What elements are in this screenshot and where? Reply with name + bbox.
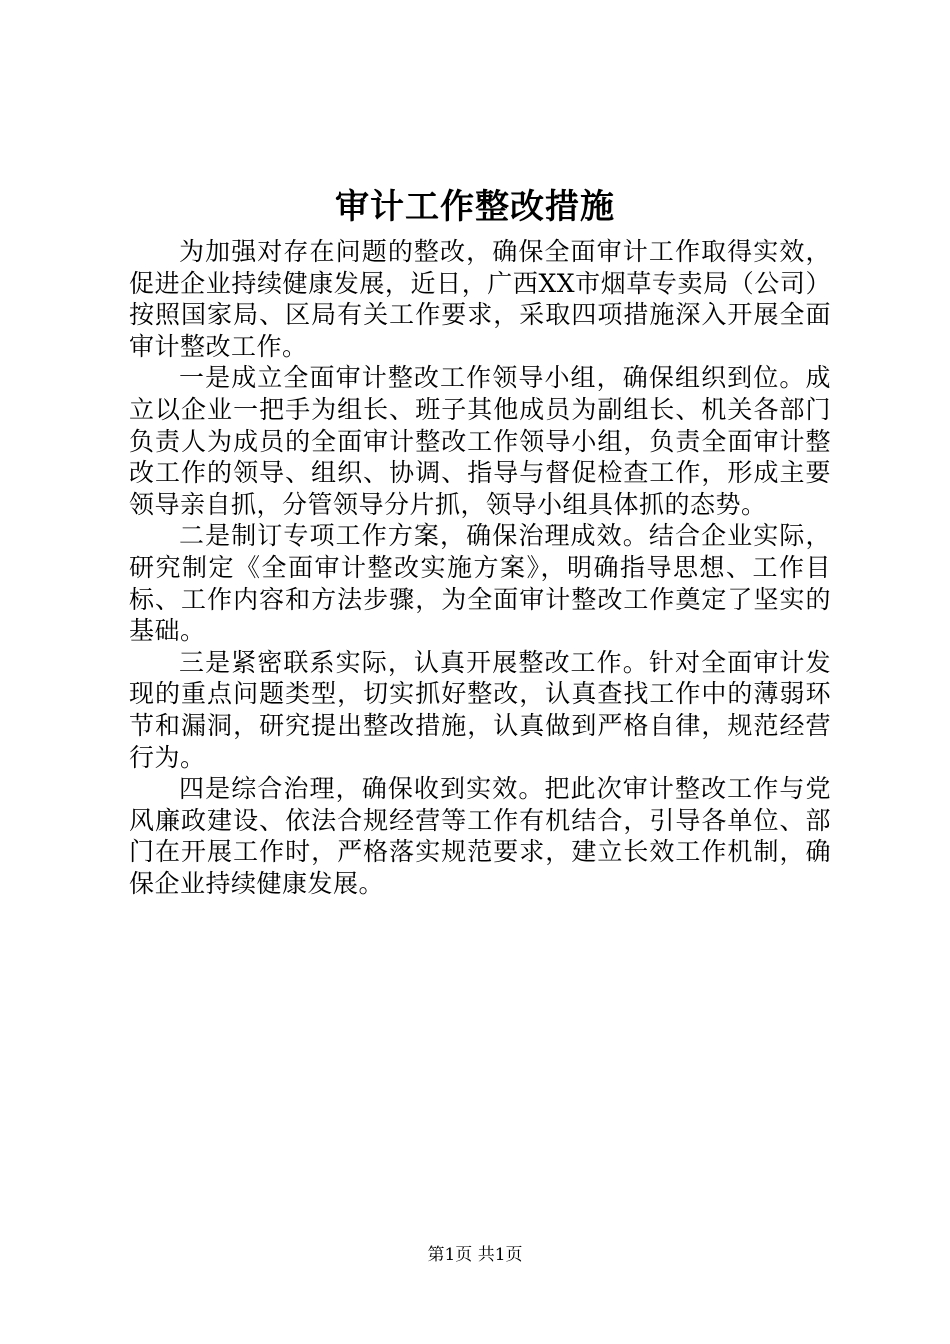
- document-title: 审计工作整改措施: [335, 187, 615, 227]
- document-body: [129, 236, 831, 899]
- paragraph-measure-4: 四是综合治理，确保收到实效。把此次审计整改工作与党风廉政建设、依法合规经营等工作有机结合，引导各单位、部门在开展工作时，严格落实规范要求，建立长效工作机制，确保企业持续健康发展。: [129, 774, 831, 898]
- paragraph-measure-3: 三是紧密联系实际，认真开展整改工作。针对全面审计发现的重点问题类型，切实抓好整改，认真查找工作中的薄弱环节和漏洞，研究提出整改措施，认真做到严格自律，规范经营行为。: [129, 647, 831, 772]
- paragraph-measure-1: 一是成立全面审计整改工作领导小组，确保组织到位。成立以企业一把手为组长、班子其他成员为副组长、机关各部门负责人为成员的全面审计整改工作领导小组，负责全面审计整改工作的领导、组织、协调、指导与督促检查工作，形成主要领导亲自抓，分管领导分片抓，领导小组具体抓的态势。: [129, 363, 831, 519]
- page-footer: 第1页 共1页: [427, 1245, 523, 1265]
- paragraph-measure-2: 二是制订专项工作方案，确保治理成效。结合企业实际，研究制定《全面审计整改实施方案》，明确指导思想、工作目标、工作内容和方法步骤，为全面审计整改工作奠定了坚实的基础。: [129, 521, 831, 646]
- paragraph-intro: 为加强对存在问题的整改，确保全面审计工作取得实效，促进企业持续健康发展，近日，广西XX市烟草专卖局（公司）按照国家局、区局有关工作要求，采取四项措施深入开展全面审计整改工作。: [129, 237, 831, 361]
